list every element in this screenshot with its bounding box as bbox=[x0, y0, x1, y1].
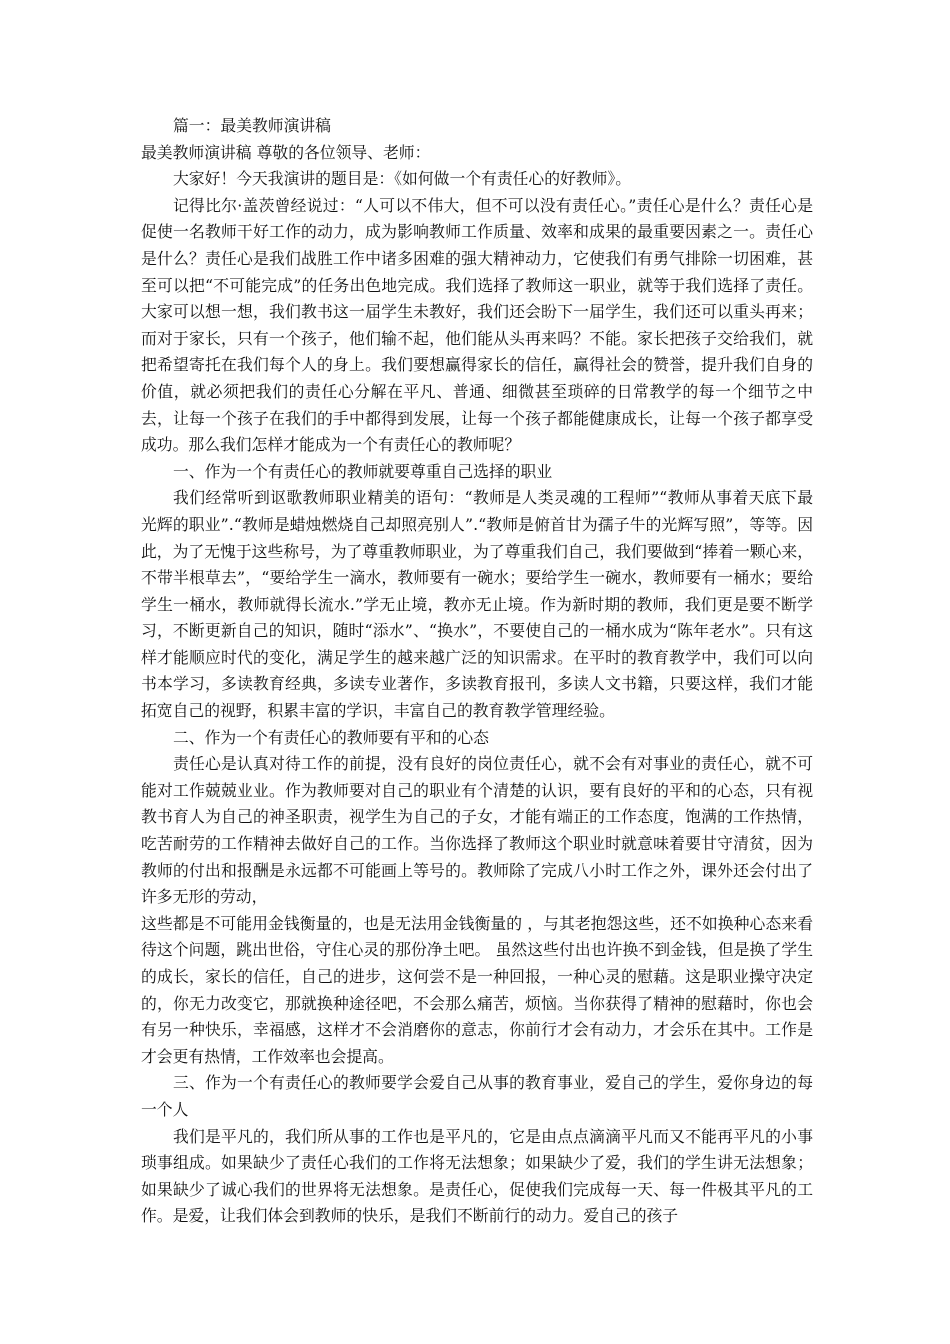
section-paragraph-1: 我们经常听到讴歌教师职业精美的语句：“教师是人类灵魂的工程师”“教师从事着天底下最光辉的职业”.“教师是蜡烛燃烧自己却照亮别人”.“教师是俯首甘为孺子牛的光辉写照”，等等。因此，为了无愧于这些称号，为了尊重教师职业，为了尊重我们自己，我们要做到“捧着一颗心来，不带半根草去”，“要给学生一滴水，教师要有一碗水；要给学生一碗水，教师要有一桶水；要给学生一桶水，教师就得长流水.”学无止境，教亦无止境。作为新时期的教师，我们更是要不断学习，不断更新自己的知识，随时“添水”、“换水”，不要使自己的一桶水成为“陈年老水”。只有这样才能顺应时代的变化，满足学生的越来越广泛的知识需求。在平时的教育教学中，我们可以向书本学习，多读教育经典，多读专业著作，多读教育报刊，多读人文书籍，只要这样，我们才能拓宽自己的视野，积累丰富的学识，丰富自己的教育教学管理经验。 bbox=[141, 488, 813, 721]
section-paragraph-3: 我们是平凡的，我们所从事的工作也是平凡的，它是由点点滴滴平凡而又不能再平凡的小事琐事组成。如果缺少了责任心我们的工作将无法想象；如果缺少了爱，我们的学生讲无法想象；如果缺少了诚心我们的世界将无法想象。是责任心，促使我们完成每一天、每一件极其平凡的工作。是爱，让我们体会到教师的快乐，是我们不断前行的动力。爱自己的孩子 bbox=[141, 1126, 813, 1226]
document-title: 篇一：最美教师演讲稿 bbox=[173, 116, 331, 135]
greeting-paragraph: 大家好！今天我演讲的题目是：《如何做一个有责任心的好教师》。 bbox=[173, 169, 632, 189]
intro-paragraph: 记得比尔·盖茨曾经说过：“人可以不伟大，但不可以没有责任心。”责任心是什么？责任心是促使一名教师干好工作的动力，成为影响教师工作质量、效率和成果的最重要因素之一。责任心是什么？责任心是我们战胜工作中诸多困难的强大精神动力，它使我们有勇气排除一切困难，甚至可以把“不可能完成”的任务出色地完成。我们选择了教师这一职业，就等于我们选择了责任。大家可以想一想，我们教书这一届学生未教好，我们还会盼下一届学生，我们还可以重头再来；而对于家长，只有一个孩子，他们输不起，他们能从头再来吗？不能。家长把孩子交给我们，就把希望寄托在我们每个人的身上。我们要想赢得家长的信任，赢得社会的赞誉，提升我们自身的价值，就必须把我们的责任心分解在平凡、普通、细微甚至琐碎的日常教学的每一个细节之中去，让每一个孩子在我们的手中都得到发展，让每一个孩子都能健康成长，让每一个孩子都享受成功。那么我们怎样才能成为一个有责任心的教师呢？ bbox=[141, 195, 813, 455]
section-paragraph-2-continued: 这些都是不可能用金钱衡量的，也是无法用金钱衡量的 ，与其老抱怨这些，还不如换种心态来看待这个问题，跳出世俗，守住心灵的那份净土吧。 虽然这些付出也许换不到金钱，但是换了学生的成长，家长的信任，自己的进步，这何尝不是一种回报，一种心灵的慰藉。这是职业操守决定的，你无力改变它，那就换种途径吧，不会那么痛苦，烦恼。当你获得了精神的慰藉时，你也会有另一种快乐，幸福感，这样才不会消磨你的意志，你前行才会有动力，才会乐在其中。工作是才会更有热情，工作效率也会提高。 bbox=[141, 913, 813, 1066]
document-body bbox=[141, 113, 813, 1230]
section-heading-3: 三、作为一个有责任心的教师要学会爱自己从事的教育事业，爱自己的学生，爱你身边的每一个人 bbox=[141, 1073, 813, 1119]
section-heading-1: 一、作为一个有责任心的教师就要尊重自己选择的职业 bbox=[173, 461, 553, 481]
document-subtitle: 最美教师演讲稿 尊敬的各位领导、老师： bbox=[141, 142, 431, 162]
section-heading-2: 二、作为一个有责任心的教师要有平和的心态 bbox=[173, 727, 489, 747]
section-paragraph-2: 责任心是认真对待工作的前提，没有良好的岗位责任心，就不会有对事业的责任心，就不可能对工作兢兢业业。作为教师要对自己的职业有个清楚的认识，要有良好的平和的心态，只有视教书育人为自己的神圣职责，视学生为自己的子女，才能有端正的工作态度，饱满的工作热情，吃苦耐劳的工作精神去做好自己的工作。当你选择了教师这个职业时就意味着要甘守清贫，因为教师的付出和报酬是永远都不可能画上等号的。教师除了完成八小时工作之外，课外还会付出了许多无形的劳动， bbox=[141, 754, 813, 907]
